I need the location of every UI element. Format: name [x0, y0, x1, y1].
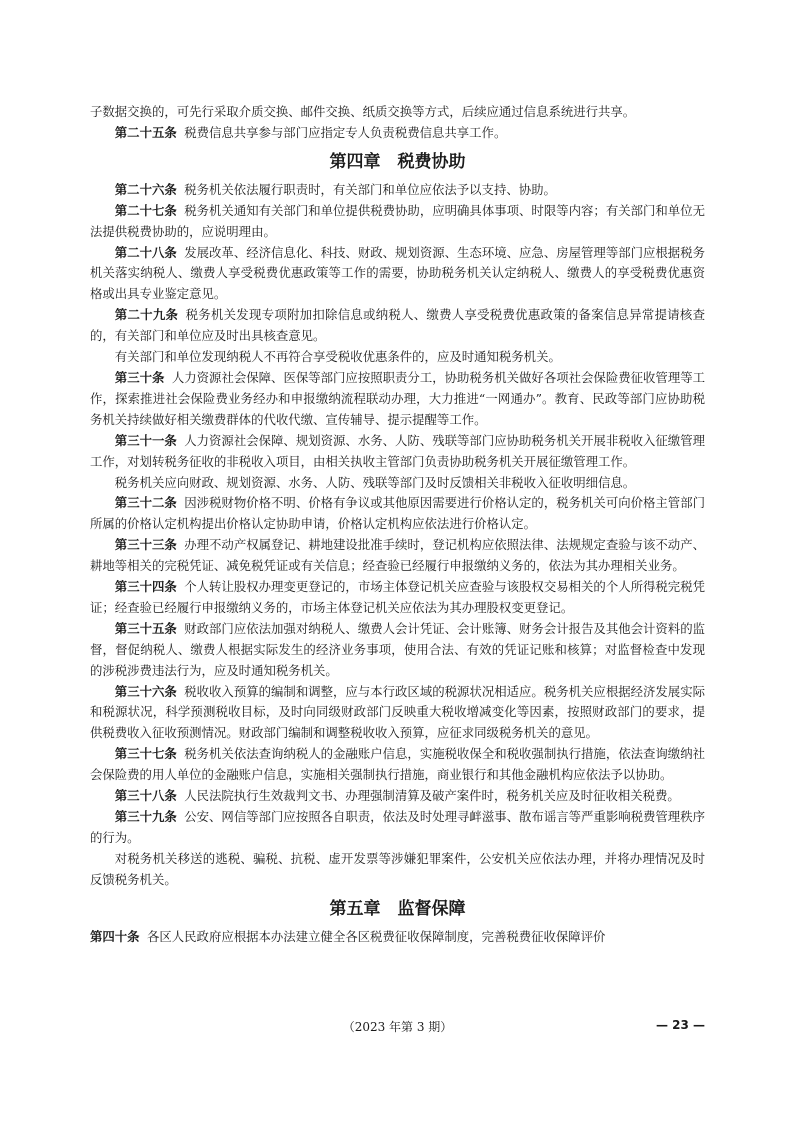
paragraph-text: 发展改革、经济信息化、科技、财政、规划资源、生态环境、应急、房屋管理等部门应根据税务机关落实纳税人、缴费人享受税费优惠政策等工作的需要，协助税务机关认定纳税人、缴费人的享受税费优惠资格或出具专业鉴定意见。	[90, 244, 706, 302]
paragraph	[90, 786, 705, 807]
paragraph	[90, 619, 705, 682]
paragraph	[90, 201, 705, 243]
chapter-title: 监督保障	[397, 898, 466, 919]
article-number: 第二十九条	[114, 307, 179, 323]
paragraph-text: 对税务机关移送的逃税、骗税、抗税、虚开发票等涉嫌犯罪案件，公安机关应依法办理，并将办理情况及时反馈税务机关。	[90, 850, 705, 887]
article-number: 第二十七条	[114, 202, 177, 218]
paragraph-text: 公安、网信等部门应按照各自职责，依法及时处理寻衅滋事、散布谣言等严重影响税费管理秩序的行为。	[90, 809, 706, 845]
paragraph	[90, 347, 705, 368]
article-number: 第三十二条	[114, 495, 177, 511]
paragraph-text: 税务机关通知有关部门和单位提供税费协助，应明确具体事项、时限等内容；有关部门和单位无法提供税费协助的，应说明理由。	[90, 202, 706, 239]
article-number: 第三十五条	[114, 620, 177, 636]
page-number: — 23 —	[655, 1018, 705, 1032]
paragraph-text: 税务机关发现专项附加扣除信息或纳税人、缴费人享受税费优惠政策的备案信息异常提请核查的，有关部门和单位应及时出具核查意见。	[90, 307, 705, 344]
paragraph-text: 人力资源社会保障、规划资源、水务、人防、残联等部门应协助税务机关开展非税收入征缴管理工作，对划转税务征收的非税收入项目，由相关执收主管部门负责协助税务机关开展征缴管理工作。	[90, 432, 706, 469]
chapter-number: 第四章	[329, 151, 381, 172]
article-number: 第三十六条	[114, 683, 177, 699]
article-number: 第三十条	[114, 369, 165, 385]
chapter-title: 税费协助	[397, 151, 466, 172]
paragraph	[90, 305, 705, 347]
paragraph-text: 税费信息共享参与部门应指定专人负责税费信息共享工作。	[184, 124, 507, 140]
paragraph	[90, 807, 705, 849]
paragraph-text: 税收收入预算的编制和调整，应与本行政区域的税源状况相适应。税务机关应根据经济发展实际和税源状况，科学预测税收目标，及时向同级财政部门反映重大税收增减变化等因素，按照财政部门的要求，提供税费收入征收预测情况。财政部门编制和调整税收收入预算，应征求同级税务机关的意见。	[90, 683, 706, 741]
paragraph-text: 有关部门和单位发现纳税人不再符合享受税收优惠条件的，应及时通知税务机关。	[114, 349, 561, 365]
article-number: 第三十七条	[114, 746, 177, 762]
paragraph-text: 子数据交换的，可先行采取介质交换、邮件交换、纸质交换等方式，后续应通过信息系统进行共享。	[90, 104, 636, 119]
paragraph	[90, 123, 705, 144]
paragraph	[90, 849, 705, 891]
paragraph	[90, 535, 705, 577]
paragraph	[90, 368, 705, 431]
paragraph-text: 财政部门应依法加强对纳税人、缴费人会计凭证、会计账簿、财务会计报告及其他会计资料的监督，督促纳税人、缴费人根据实际发生的经济业务事项，使用合法、有效的凭证记账和核算；对监督检查中发现的涉税涉费违法行为，应及时通知税务机关。	[90, 620, 706, 678]
paragraph-text: 人民法院执行生效裁判文书、办理强制清算及破产案件时，税务机关应及时征收相关税费。	[184, 788, 680, 804]
paragraph-text: 因涉税财物价格不明、价格有争议或其他原因需要进行价格认定的，税务机关可向价格主管部门所属的价格认定机构提出价格认定协助申请，价格认定机构应依法进行价格认定。	[90, 495, 706, 532]
issue-label: （2023 年第 3 期）	[342, 1020, 453, 1034]
article-number: 第三十一条	[114, 432, 177, 448]
paragraph-text: 税务机关应向财政、规划资源、水务、人防、残联等部门及时反馈相关非税收入征收明细信息。	[114, 474, 636, 490]
paragraph-text: 各区人民政府应根据本办法建立健全各区税费征收保障制度，完善税费征收保障评价	[147, 928, 606, 944]
paragraph-text: 办理不动产权属登记、耕地建设批准手续时，登记机构应依照法律、法规规定查验与该不动产、耕地等相关的完税凭证、减免税凭证或有关信息；经查验已经履行申报缴纳义务的，依法为其办理相关业务。	[90, 537, 706, 574]
paragraph	[90, 927, 705, 948]
paragraph	[90, 243, 705, 306]
article-number: 第三十三条	[114, 537, 177, 553]
chapter-number: 第五章	[329, 898, 381, 919]
chapter-heading	[90, 897, 705, 921]
paragraph	[90, 577, 705, 619]
paragraph-text: 人力资源社会保障、医保等部门应按照职责分工，协助税务机关做好各项社会保险费征收管理等工作，探索推进社会保险费业务经办和申报缴纳流程联动办理，大力推进“一网通办”。教育、民政等部门应协助税务机关持续做好相关缴费群体的代收代缴、宣传辅导、提示提醒等工作。	[90, 369, 706, 427]
paragraph	[90, 102, 705, 123]
chapter-heading	[90, 150, 705, 174]
paragraph-text: 个人转让股权办理变更登记的，市场主体登记机关应查验与该股权交易相关的个人所得税完税凭证；经查验已经履行申报缴纳义务的，市场主体登记机关应依法为其办理股权变更登记。	[90, 579, 706, 615]
paragraph-text: 税务机关依法履行职责时，有关部门和单位应依法予以支持、协助。	[184, 181, 556, 197]
paragraph	[90, 682, 705, 745]
paragraph	[90, 493, 705, 535]
article-number: 第四十条	[90, 928, 140, 944]
paragraph	[90, 744, 705, 786]
article-number: 第二十五条	[114, 124, 177, 140]
paragraph-text: 税务机关依法查询纳税人的金融账户信息，实施税收保全和税收强制执行措施，依法查询缴纳社会保险费的用人单位的金融账户信息，实施相关强制执行措施，商业银行和其他金融机构应依法予以协助。	[90, 746, 706, 783]
article-number: 第三十九条	[114, 809, 177, 824]
paragraph	[90, 180, 705, 201]
paragraph	[90, 473, 705, 494]
article-number: 第二十八条	[114, 244, 177, 260]
paragraph	[90, 431, 705, 473]
article-number: 第三十四条	[114, 579, 177, 595]
article-number: 第三十八条	[114, 788, 177, 804]
article-number: 第二十六条	[114, 181, 177, 197]
document-body	[90, 102, 705, 948]
